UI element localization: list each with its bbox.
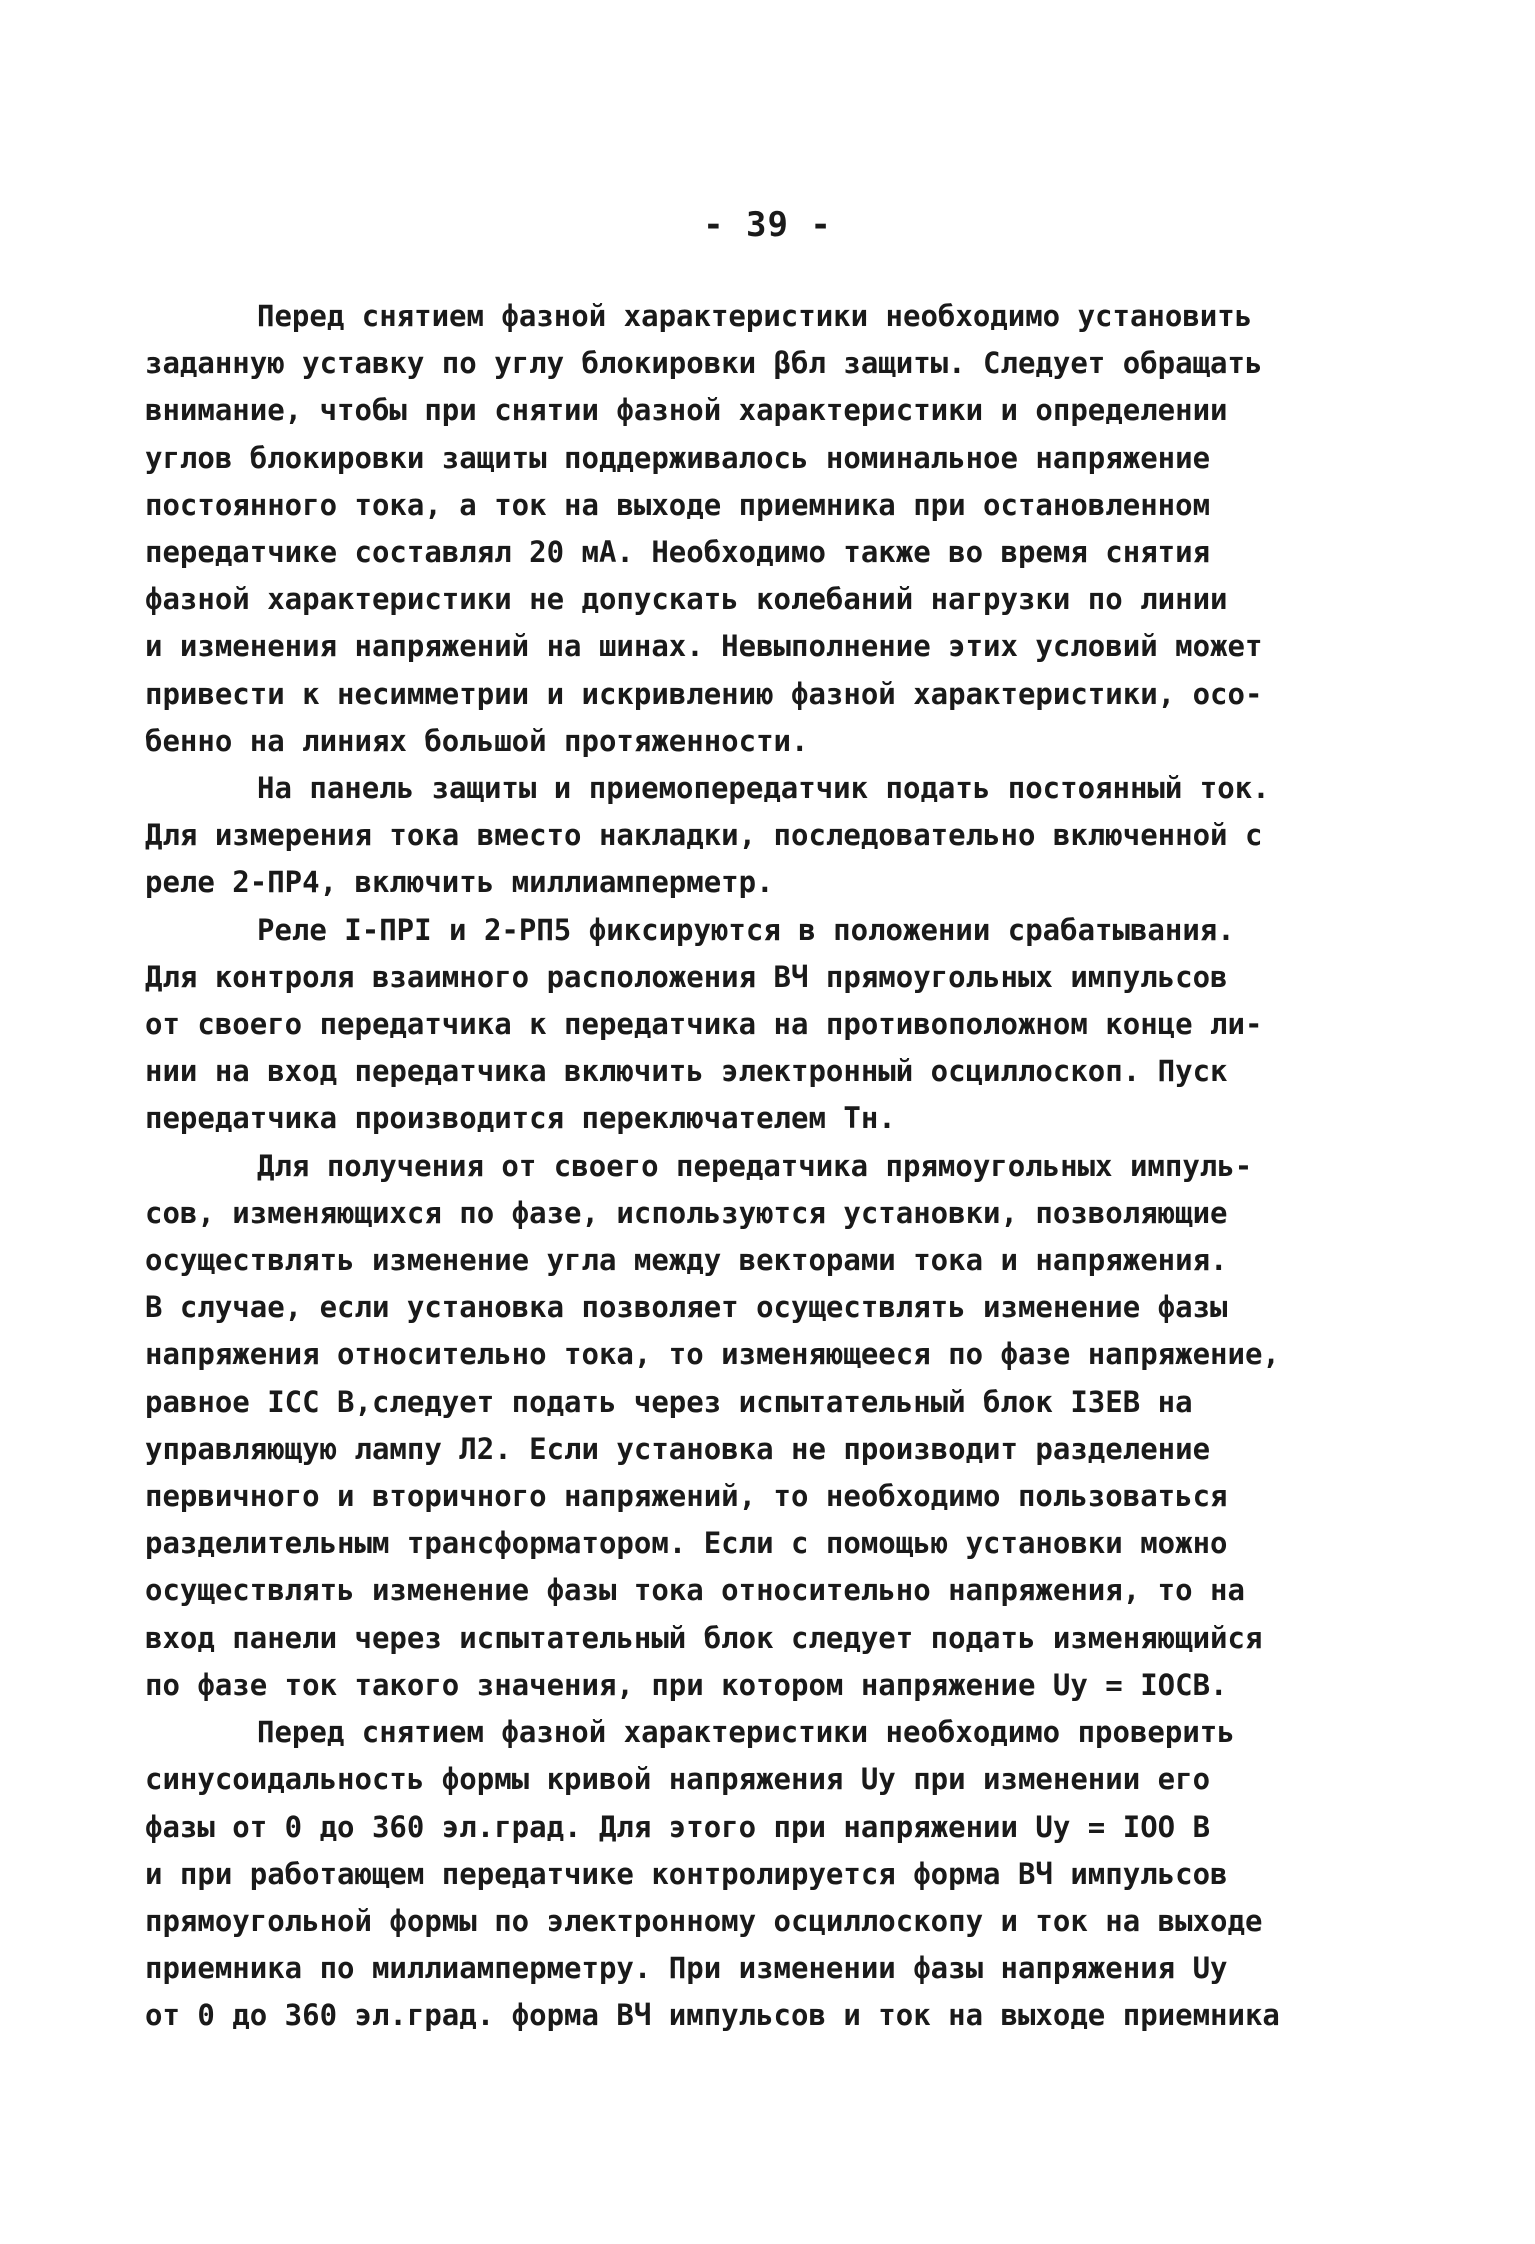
text-line: фазы от 0 до 360 эл.град. Для этого при напряжении Uу = IОО В (145, 1809, 1211, 1844)
paragraph (145, 907, 1390, 1143)
text-line: сов, изменяющихся по фазе, используются установки, позволяющие (145, 1195, 1228, 1230)
text-line: и при работающем передатчике контролируется форма ВЧ импульсов (145, 1856, 1228, 1891)
text-line: Для получения от своего передатчика прямоугольных импуль- (257, 1148, 1253, 1183)
text-line: и изменения напряжений на шинах. Невыполнение этих условий может (145, 629, 1263, 664)
paragraph (145, 1143, 1390, 1709)
text-line: Для контроля взаимного расположения ВЧ прямоугольных импульсов (145, 959, 1228, 994)
text-line: по фазе ток такого значения, при котором напряжение Uу = IОСВ. (145, 1667, 1228, 1702)
text-line: синусоидальность формы кривой напряжения Uу при изменении его (145, 1762, 1211, 1797)
text-line: равное IСС В,следует подать через испытательный блок I3ЕВ на (145, 1384, 1193, 1419)
text-line: внимание, чтобы при снятии фазной характеристики и определении (145, 393, 1228, 428)
text-line: бенно на линиях большой протяженности. (145, 723, 809, 758)
page-number: - 39 - (703, 205, 832, 245)
text-line: постоянного тока, а ток на выходе приемника при остановленном (145, 487, 1211, 522)
text-line: приемника по миллиамперметру. При изменении фазы напряжения Uу (145, 1951, 1228, 1986)
paragraph (145, 765, 1390, 907)
text-line: фазной характеристики не допускать колебаний нагрузки по линии (145, 582, 1228, 617)
text-line: напряжения относительно тока, то изменяющееся по фазе напряжение, (145, 1337, 1280, 1372)
text-line: передатчике составлял 20 мА. Необходимо также во время снятия (145, 535, 1211, 570)
text-line: заданную уставку по углу блокировки βбл защиты. Следует обращать (145, 346, 1263, 381)
text-line: В случае, если установка позволяет осуществлять изменение фазы (145, 1290, 1228, 1325)
text-line: нии на вход передатчика включить электронный осциллоскоп. Пуск (145, 1054, 1228, 1089)
text-line: привести к несимметрии и искривлению фазной характеристики, осо- (145, 676, 1263, 711)
text-line: осуществлять изменение фазы тока относительно напряжения, то на (145, 1573, 1245, 1608)
text-line: вход панели через испытательный блок следует подать изменяющийся (145, 1620, 1263, 1655)
document-body (145, 293, 1390, 2040)
text-line: Реле I-ПРI и 2-РП5 фиксируются в положении срабатывания. (257, 912, 1235, 947)
text-line: углов блокировки защиты поддерживалось номинальное напряжение (145, 440, 1211, 475)
text-line: осуществлять изменение угла между векторами тока и напряжения. (145, 1243, 1228, 1278)
text-line: передатчика производится переключателем Тн. (145, 1101, 896, 1136)
text-line: первичного и вторичного напряжений, то необходимо пользоваться (145, 1479, 1228, 1514)
text-line: На панель защиты и приемопередатчик подать постоянный ток. (257, 771, 1270, 806)
text-line: Перед снятием фазной характеристики необходимо проверить (257, 1715, 1235, 1750)
text-line: от своего передатчика к передатчика на противоположном конце ли- (145, 1007, 1263, 1042)
text-line: Для измерения тока вместо накладки, последовательно включенной с (145, 818, 1263, 853)
text-line: прямоугольной формы по электронному осциллоскопу и ток на выходе (145, 1903, 1263, 1938)
paragraph (145, 293, 1390, 765)
text-line: Перед снятием фазной характеристики необходимо установить (257, 299, 1253, 333)
text-line: от 0 до 360 эл.град. форма ВЧ импульсов и ток на выходе приемника (145, 1998, 1280, 2033)
text-line: разделительным трансформатором. Если с помощью установки можно (145, 1526, 1228, 1561)
text-line: управляющую лампу Л2. Если установка не производит разделение (145, 1431, 1211, 1466)
text-line: реле 2-ПР4, включить миллиамперметр. (145, 865, 774, 900)
paragraph (145, 1709, 1390, 2039)
